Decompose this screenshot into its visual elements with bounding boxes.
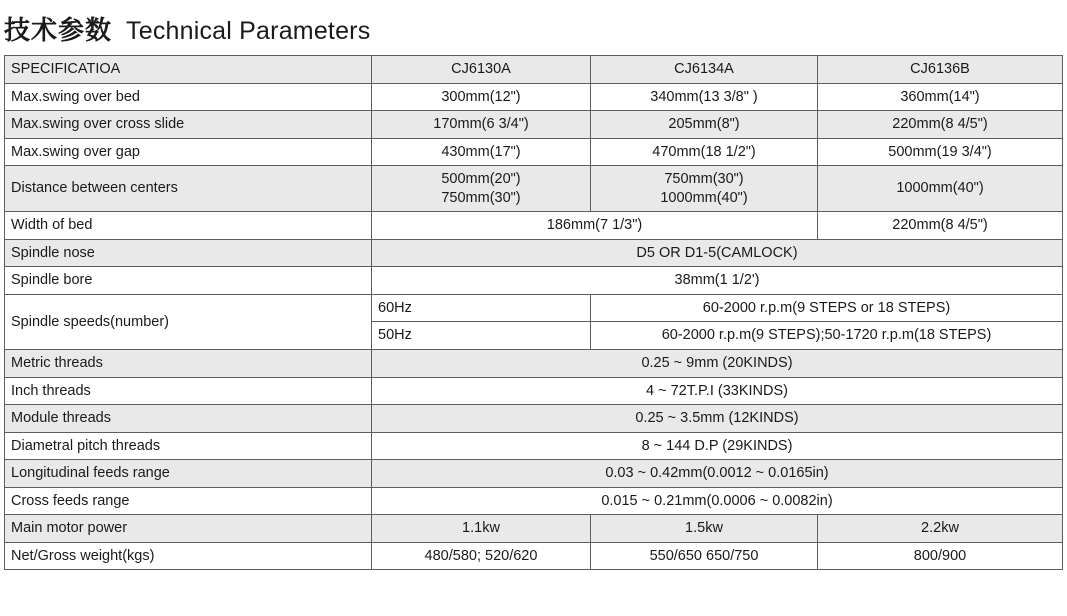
row-label: Max.swing over cross slide <box>5 111 372 139</box>
row-label: Metric threads <box>5 350 372 378</box>
table-row <box>5 377 1063 405</box>
row-label: Max.swing over bed <box>5 83 372 111</box>
row-value: 220mm(8 4/5") <box>818 111 1063 139</box>
row-value: 360mm(14") <box>818 83 1063 111</box>
table-row <box>5 239 1063 267</box>
row-value: 340mm(13 3/8" ) <box>591 83 818 111</box>
row-label: Width of bed <box>5 212 372 240</box>
row-value-line2: 1000mm(40") <box>660 189 748 206</box>
row-value: 1000mm(40") <box>818 166 1063 212</box>
column-header-model-1: CJ6130A <box>372 56 591 84</box>
row-value-merged: 0.25 ~ 3.5mm (12KINDS) <box>372 405 1063 433</box>
row-label: Spindle bore <box>5 267 372 295</box>
table-row <box>5 542 1063 570</box>
table-row <box>5 83 1063 111</box>
row-label: Module threads <box>5 405 372 433</box>
row-value-line1: 500mm(20") <box>441 171 521 188</box>
table-row <box>5 515 1063 543</box>
row-value-merged: 0.03 ~ 0.42mm(0.0012 ~ 0.0165in) <box>372 460 1063 488</box>
row-value: 1.5kw <box>591 515 818 543</box>
row-label: Diametral pitch threads <box>5 432 372 460</box>
column-header-model-3: CJ6136B <box>818 56 1063 84</box>
row-value <box>372 166 591 212</box>
row-label: Cross feeds range <box>5 487 372 515</box>
row-value: 430mm(17") <box>372 138 591 166</box>
row-label: Distance between centers <box>5 166 372 212</box>
row-value: 2.2kw <box>818 515 1063 543</box>
page-title <box>0 0 1067 55</box>
table-row <box>5 350 1063 378</box>
row-label: Spindle speeds(number) <box>5 294 372 349</box>
page-title-chinese: 技术参数 <box>4 16 113 46</box>
row-value-50hz: 60-2000 r.p.m(9 STEPS);50-1720 r.p.m(18 STEPS) <box>591 322 1063 350</box>
table-row <box>5 267 1063 295</box>
table-row <box>5 460 1063 488</box>
row-label: Max.swing over gap <box>5 138 372 166</box>
row-value-merged: 0.015 ~ 0.21mm(0.0006 ~ 0.0082in) <box>372 487 1063 515</box>
row-value-merged: 38mm(1 1/2') <box>372 267 1063 295</box>
row-value: 550/650 650/750 <box>591 542 818 570</box>
row-value-merged: 186mm(7 1/3") <box>372 212 818 240</box>
table-row <box>5 405 1063 433</box>
row-value-merged: D5 OR D1-5(CAMLOCK) <box>372 239 1063 267</box>
row-value: 1.1kw <box>372 515 591 543</box>
specifications-table <box>4 55 1063 570</box>
row-sub-label-60hz: 60Hz <box>372 294 591 322</box>
column-header-model-2: CJ6134A <box>591 56 818 84</box>
row-value: 800/900 <box>818 542 1063 570</box>
table-row <box>5 432 1063 460</box>
row-value-merged: 8 ~ 144 D.P (29KINDS) <box>372 432 1063 460</box>
row-value-line2: 750mm(30") <box>441 189 521 206</box>
row-value: 500mm(19 3/4") <box>818 138 1063 166</box>
row-value: 170mm(6 3/4") <box>372 111 591 139</box>
row-label: Inch threads <box>5 377 372 405</box>
row-label: Spindle nose <box>5 239 372 267</box>
table-row <box>5 111 1063 139</box>
row-value-merged: 4 ~ 72T.P.I (33KINDS) <box>372 377 1063 405</box>
page-title-english: Technical Parameters <box>126 17 371 45</box>
row-value <box>591 166 818 212</box>
table-header-row <box>5 56 1063 84</box>
row-value-merged: 0.25 ~ 9mm (20KINDS) <box>372 350 1063 378</box>
row-value: 205mm(8") <box>591 111 818 139</box>
table-row <box>5 138 1063 166</box>
column-header-specification: SPECIFICATIOA <box>5 56 372 84</box>
row-label: Main motor power <box>5 515 372 543</box>
row-value-60hz: 60-2000 r.p.m(9 STEPS or 18 STEPS) <box>591 294 1063 322</box>
table-row <box>5 212 1063 240</box>
row-value: 300mm(12") <box>372 83 591 111</box>
row-value: 220mm(8 4/5") <box>818 212 1063 240</box>
row-label: Net/Gross weight(kgs) <box>5 542 372 570</box>
row-value: 470mm(18 1/2") <box>591 138 818 166</box>
table-row <box>5 166 1063 212</box>
table-row <box>5 487 1063 515</box>
row-label: Longitudinal feeds range <box>5 460 372 488</box>
row-value: 480/580; 520/620 <box>372 542 591 570</box>
table-row <box>5 294 1063 322</box>
row-value-line1: 750mm(30") <box>664 171 744 188</box>
row-sub-label-50hz: 50Hz <box>372 322 591 350</box>
